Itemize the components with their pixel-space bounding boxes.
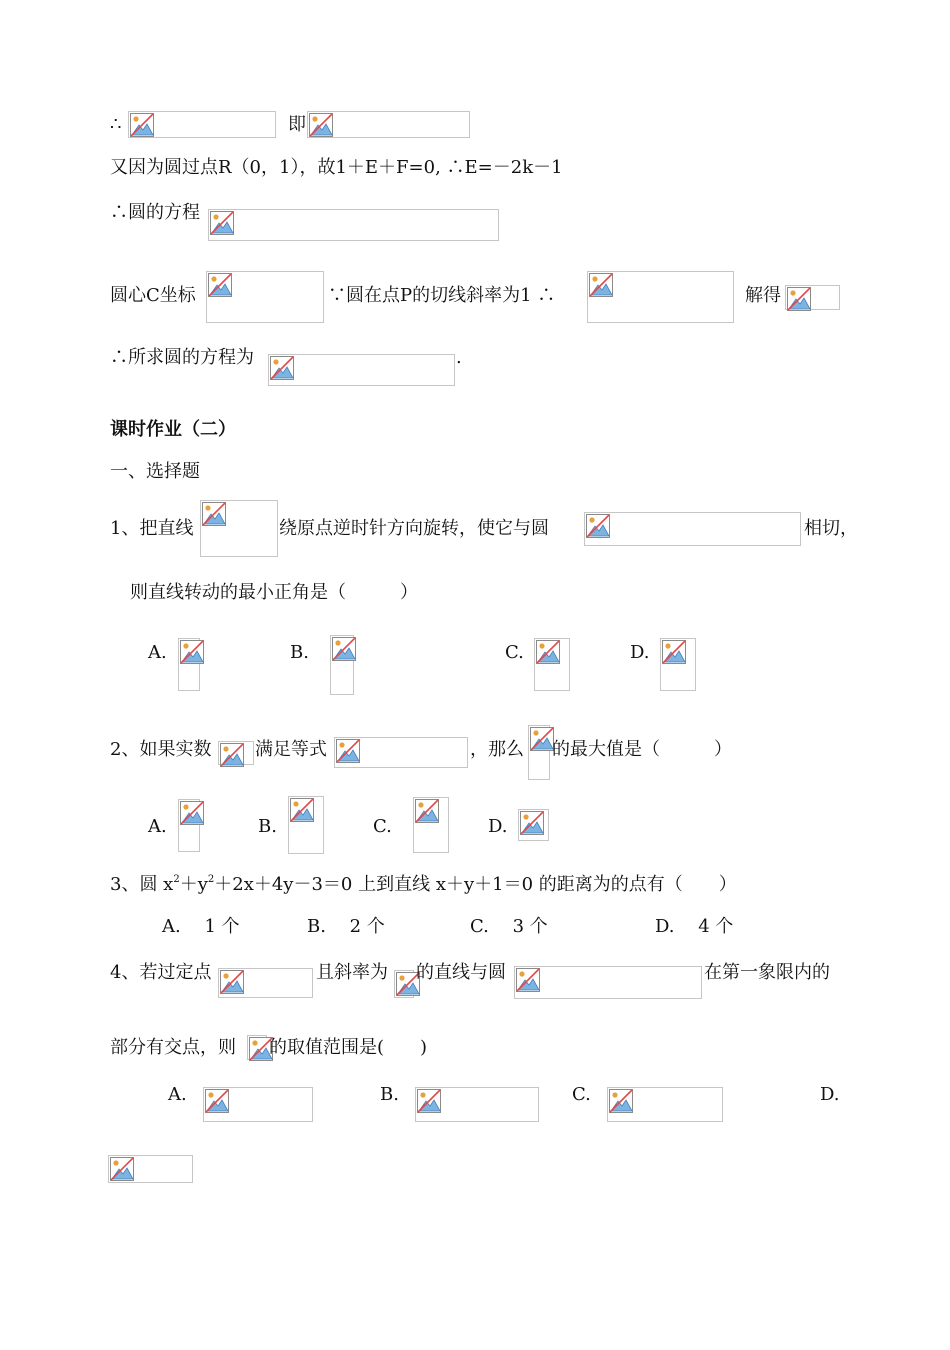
circle-equation-label: ∴圆的方程 — [110, 202, 200, 223]
q4-option-a: A. — [168, 1084, 187, 1105]
q2-text-a: 2、如果实数 — [110, 739, 212, 760]
q4-text-c: 的直线与圆 — [416, 962, 506, 983]
formula-image — [584, 512, 801, 546]
q1-text-a: 1、把直线 — [110, 518, 194, 539]
q2-text-d: 的最大值是（ ） — [552, 739, 732, 760]
q2-option-d: D. — [488, 816, 508, 837]
formula-image — [518, 809, 549, 841]
center-coordinates-label: 圆心C坐标 — [110, 285, 196, 306]
q1-text-c: 相切， — [804, 518, 858, 539]
formula-image — [206, 271, 324, 323]
therefore-symbol: ∴ — [110, 114, 122, 135]
circle-passes-point-text: 又因为圆过点R（0，1），故1＋E＋F=0, ∴E=－2k－1 — [110, 157, 563, 178]
q1-option-d: D. — [630, 642, 650, 663]
q3-option-a: A. 1 个 — [162, 916, 240, 937]
formula-image — [330, 635, 354, 695]
formula-image — [178, 799, 200, 852]
text-ji: 即 — [288, 114, 306, 135]
formula-image — [203, 1087, 313, 1122]
formula-image — [218, 741, 254, 765]
formula-image — [660, 638, 696, 691]
q2-option-b: B. — [258, 816, 277, 837]
formula-image — [413, 797, 449, 853]
formula-image — [415, 1087, 539, 1122]
q4-text-b: 且斜率为 — [316, 962, 388, 983]
q1-text-d: 则直线转动的最小正角是（ ） — [130, 582, 418, 603]
q3-option-d: D. 4 个 — [655, 916, 734, 937]
q3-option-c: C. 3 个 — [470, 916, 548, 937]
formula-image — [247, 1035, 267, 1060]
q4-text-d: 在第一象限内的 — [704, 962, 830, 983]
formula-image — [534, 638, 570, 691]
q1-option-b: B. — [290, 642, 309, 663]
q4-option-b: B. — [380, 1084, 399, 1105]
formula-image — [108, 1155, 193, 1183]
formula-image — [307, 111, 470, 138]
section-title: 课时作业（二） — [110, 419, 236, 440]
q4-text-f: 的取值范围是( ) — [269, 1037, 428, 1058]
formula-image — [514, 966, 702, 999]
result-equation-label: ∴所求圆的方程为 — [110, 347, 254, 368]
q4-text-a: 4、若过定点 — [110, 962, 212, 983]
q2-text-b: 满足等式 — [255, 739, 327, 760]
formula-image — [785, 285, 840, 310]
q4-option-d: D. — [820, 1084, 840, 1105]
subsection-title: 一、选择题 — [110, 461, 200, 482]
formula-image — [607, 1087, 723, 1122]
q3-text: 3、圆 $x^2+y^2+2x+4y-3=0$ 上到直线 x＋y＋1＝0 的距离为的点有（ ） — [110, 874, 737, 895]
formula-image — [178, 638, 200, 691]
q2-option-c: C. — [373, 816, 392, 837]
period: . — [456, 347, 462, 368]
formula-image — [587, 271, 734, 323]
q1-option-c: C. — [505, 642, 524, 663]
formula-image — [528, 725, 550, 780]
q1-text-b: 绕原点逆时针方向旋转，使它与圆 — [279, 518, 549, 539]
tangent-slope-text: ∵圆在点P的切线斜率为1 ∴ — [328, 285, 556, 306]
formula-image — [394, 970, 414, 998]
q2-text-c: ，那么 — [470, 739, 524, 760]
formula-image — [334, 737, 468, 768]
formula-image — [208, 209, 499, 241]
q1-option-a: A. — [148, 642, 167, 663]
solve-label: 解得 — [745, 285, 781, 306]
formula-image — [288, 796, 324, 854]
q4-option-c: C. — [572, 1084, 591, 1105]
formula-image — [268, 354, 455, 386]
q2-option-a: A. — [148, 816, 167, 837]
q4-text-e: 部分有交点，则 — [110, 1037, 236, 1058]
formula-image — [218, 968, 313, 998]
formula-image — [200, 500, 278, 557]
formula-image — [128, 111, 276, 138]
q3-option-b: B. 2 个 — [307, 916, 385, 937]
